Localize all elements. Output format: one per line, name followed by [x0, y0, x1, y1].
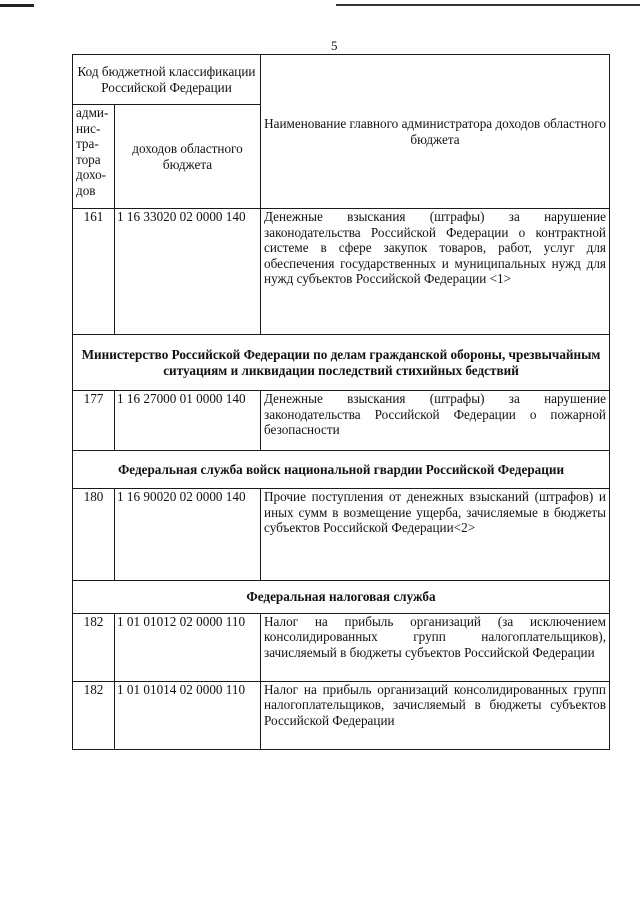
revenue-description: Налог на прибыль организаций консолидированных групп налогоплательщиков, зачисляемый в бюджеты субъектов Российской Федерации	[261, 681, 610, 749]
scan-line	[336, 4, 640, 6]
budget-code: 1 16 33020 02 0000 140	[115, 209, 261, 335]
table-row	[73, 209, 610, 335]
table-row	[73, 391, 610, 451]
section-row	[73, 335, 610, 391]
revenue-description: Прочие поступления от денежных взысканий (штрафов) и иных сумм в возмещение ущерба, зачисляемые в бюджеты субъектов Российской Федерации<2>	[261, 489, 610, 581]
admin-code: 182	[73, 681, 115, 749]
budget-code: 1 16 90020 02 0000 140	[115, 489, 261, 581]
section-heading: Федеральная служба войск национальной гвардии Российской Федерации	[73, 451, 610, 489]
budget-code: 1 16 27000 01 0000 140	[115, 391, 261, 451]
budget-code: 1 01 01012 02 0000 110	[115, 613, 261, 681]
section-heading: Федеральная налоговая служба	[73, 581, 610, 614]
budget-code: 1 01 01014 02 0000 110	[115, 681, 261, 749]
admin-code: 180	[73, 489, 115, 581]
section-row	[73, 581, 610, 614]
table-row	[73, 681, 610, 749]
table-row	[73, 613, 610, 681]
revenue-administrators-table	[72, 54, 610, 750]
section-heading: Министерство Российской Федерации по делам гражданской обороны, чрезвычайным ситуациям и ликвидации последствий стихийных бедствий	[73, 335, 610, 391]
admin-code: 182	[73, 613, 115, 681]
header-revenue-column: доходов областного бюджета	[115, 105, 261, 209]
admin-code: 161	[73, 209, 115, 335]
revenue-description: Налог на прибыль организаций (за исключением консолидированных групп налогоплательщиков), зачисляемый в бюджеты субъектов Российской Федерации	[261, 613, 610, 681]
admin-code: 177	[73, 391, 115, 451]
scan-mark	[0, 4, 34, 7]
section-row	[73, 451, 610, 489]
page-number: 5	[331, 38, 338, 53]
header-name-column: Наименование главного администратора доходов областного бюджета	[261, 55, 610, 209]
revenue-description: Денежные взыскания (штрафы) за нарушение законодательства Российской Федерации о пожарной безопасности	[261, 391, 610, 451]
header-budget-code-group: Код бюджетной классификации Российской Федерации	[73, 55, 261, 105]
table-row	[73, 489, 610, 581]
revenue-description: Денежные взыскания (штрафы) за нарушение законодательства Российской Федерации о контрактной системе в сфере закупок товаров, работ, услуг для обеспечения государственных и муниципальных нужд для нужд субъектов Российской Федерации <1>	[261, 209, 610, 335]
header-administrator-column: адми-нис-тра-тора дохо-дов	[73, 105, 115, 209]
